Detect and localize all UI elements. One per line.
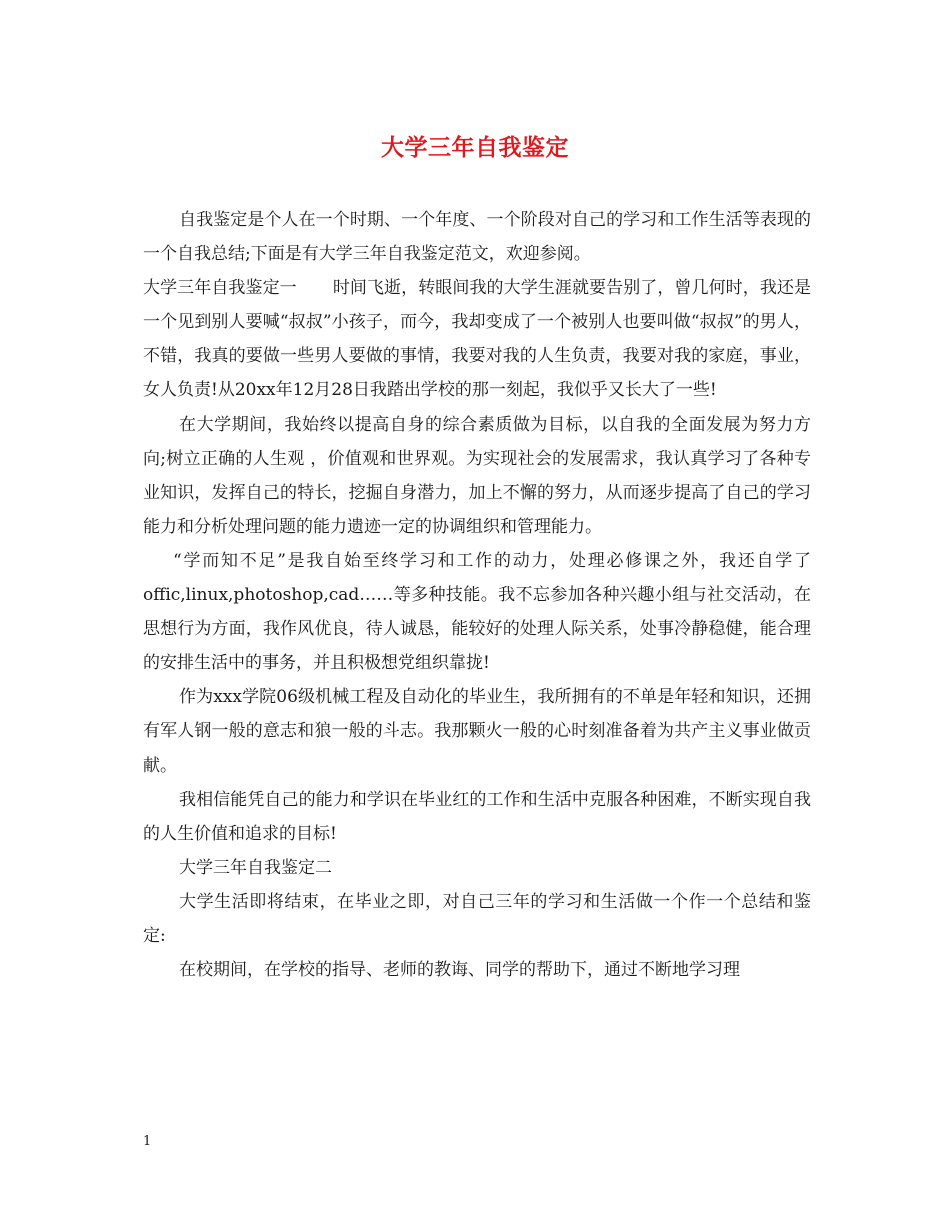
page-number: 1 [143,1134,152,1149]
graduate-paragraph: 作为xxx学院06级机械工程及自动化的毕业生，我所拥有的不单是年轻和知识，还拥有军人钢一般的意志和狼一般的斗志。我那颗火一般的心时刻准备着为共产主义事业做贡献。 [143,687,811,776]
campus-paragraph: 在校期间，在学校的指导、老师的教诲、同学的帮助下，通过不断地学习理 [179,960,740,981]
skills-paragraph: “学而知不足”是我自始至终学习和工作的动力，处理必修课之外，我还自学了offic,linux,photoshop,cad……等多种技能。我不忘参加各种兴趣小组与社交活动，在思想行为方面，我作风优良，待人诚恳，能较好的处理人际关系，处事冷静稳健，能合理的安排生活中的事务，并且积极想党组织靠拢! [143,550,811,674]
study-goals-paragraph: 在大学期间，我始终以提高自身的综合素质做为目标，以自我的全面发展为努力方向;树立正确的人生观 ，价值观和世界观。为实现社会的发展需求，我认真学习了各种专业知识，发挥自己的特长，挖掘自身潜力，加上不懈的努力，从而逐步提高了自己的学习能力和分析处理问题的能力遗迹一定的协调组织和管理能力。 [143,414,811,537]
section-one-paragraph [143,271,811,407]
section-two-intro-paragraph: 大学生活即将结束，在毕业之即，对自己三年的学习和生活做一个作一个总结和鉴定: [143,891,811,946]
document-body [143,203,811,987]
confidence-paragraph: 我相信能凭自己的能力和学识在毕业红的工作和生活中克服各种困难，不断实现自我的人生价值和追求的目标! [143,789,811,844]
document-title: 大学三年自我鉴定 [381,134,569,161]
section-two-heading: 大学三年自我鉴定二 [179,857,332,878]
section-one-heading: 大学三年自我鉴定一 [143,278,297,299]
section-one-text: 时间飞逝，转眼间我的大学生涯就要告别了，曾几何时，我还是一个见到别人要喊“叔叔”小孩子，而今，我却变成了一个被别人也要叫做“叔叔”的男人，不错，我真的要做一些男人要做的事情，我要对我的人生负责，我要对我的家庭，事业，女人负责!从20xx年12月28日我踏出学校的那一刻起，我似乎又长大了一些! [143,278,812,401]
intro-paragraph: 自我鉴定是个人在一个时期、一个年度、一个阶段对自己的学习和工作生活等表现的一个自我总结;下面是有大学三年自我鉴定范文，欢迎参阅。 [143,210,811,265]
